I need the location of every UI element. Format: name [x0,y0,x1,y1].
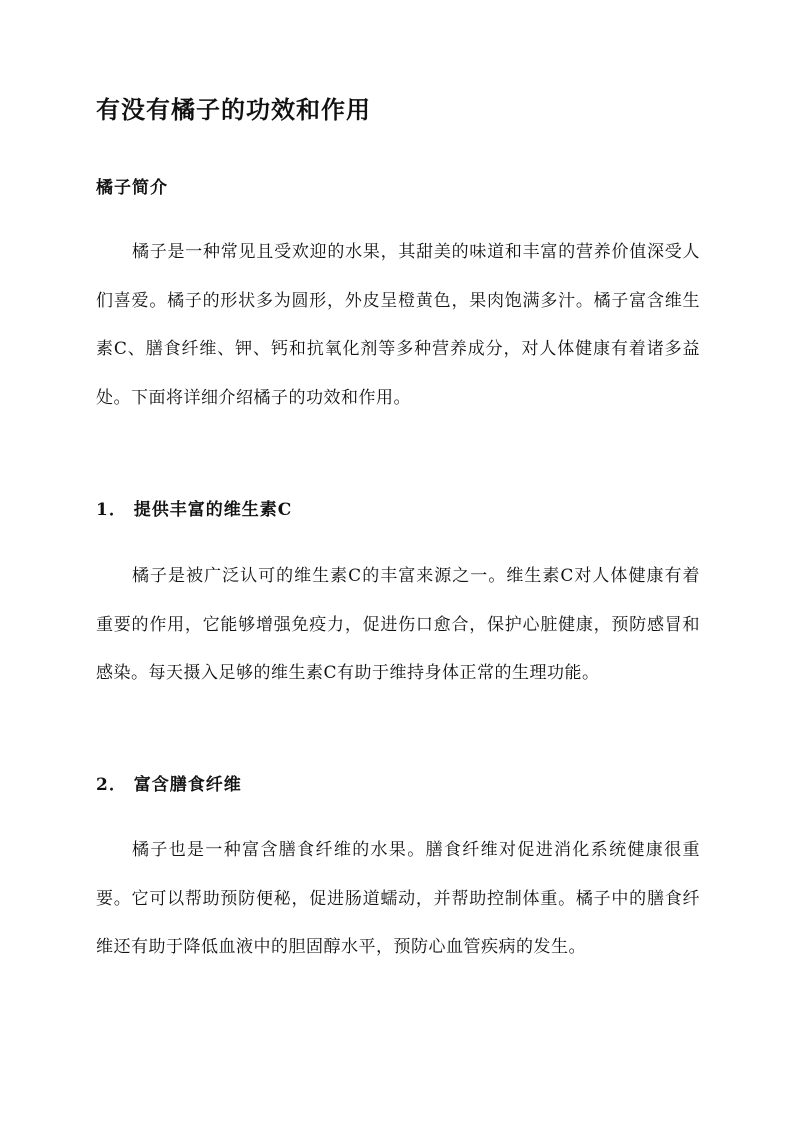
section-paragraph-intro: 橘子是一种常见且受欢迎的水果，其甜美的味道和丰富的营养价值深受人们喜爱。橘子的形状多为圆形，外皮呈橙黄色，果肉饱满多汁。橘子富含维生素C、膳食纤维、钾、钙和抗氧化剂等多种营养成分，对人体健康有着诸多益处。下面将详细介绍橘子的功效和作用。 [96,242,700,408]
section-heading-dietary-fiber: 2． 富含膳食纤维 [96,775,242,795]
document-title: 有没有橘子的功效和作用 [96,95,371,124]
section-heading-intro: 橘子简介 [96,178,168,198]
section-paragraph-dietary-fiber: 橘子也是一种富含膳食纤维的水果。膳食纤维对促进消化系统健康很重要。它可以帮助预防便秘，促进肠道蠕动，并帮助控制体重。橘子中的膳食纤维还有助于降低血液中的胆固醇水平，预防心血管疾病的发生。 [96,840,700,957]
section-paragraph-vitamin-c: 橘子是被广泛认可的维生素C的丰富来源之一。维生素C对人体健康有着重要的作用，它能够增强免疫力，促进伤口愈合，保护心脏健康，预防感冒和感染。每天摄入足够的维生素C有助于维持身体正常的生理功能。 [96,566,700,683]
section-heading-vitamin-c: 1． 提供丰富的维生素C [96,500,293,520]
